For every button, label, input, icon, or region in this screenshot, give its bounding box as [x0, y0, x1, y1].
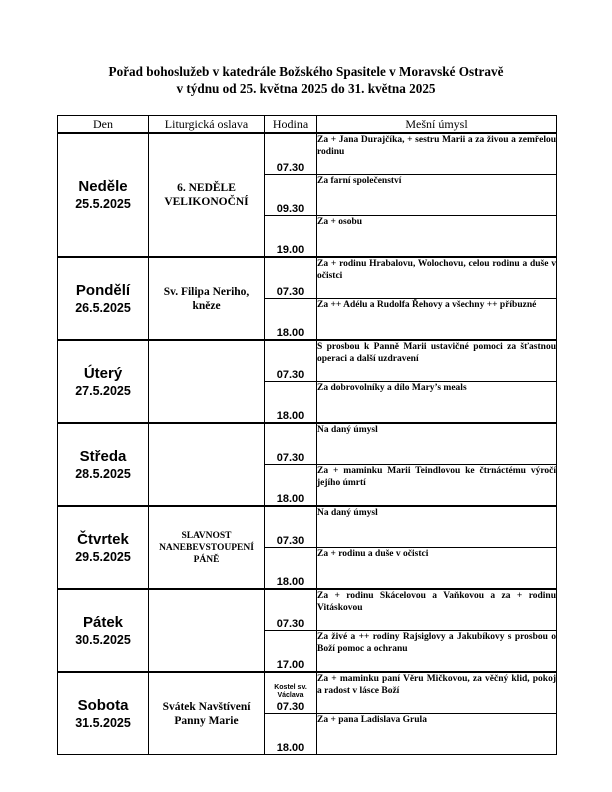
- mass-intent: Na daný úmysl: [317, 506, 557, 548]
- mass-time: 19.00: [265, 216, 317, 258]
- liturgy-cell: [149, 589, 265, 672]
- mass-time: 18.00: [265, 714, 317, 755]
- mass-time: 18.00: [265, 465, 317, 507]
- mass-time-cell: [265, 672, 317, 714]
- liturgy-cell: Svátek Navštívení Panny Marie: [149, 672, 265, 755]
- mass-intent: Za živé a ++ rodiny Rajsiglovy a Jakubíkovy s prosbou o Boží pomoc a ochranu: [317, 631, 557, 673]
- mass-time: 07.30: [265, 133, 317, 175]
- mass-time: 18.00: [265, 299, 317, 341]
- day-date: 26.5.2025: [75, 300, 131, 315]
- day-date: 28.5.2025: [75, 466, 131, 481]
- header-liturgy: Liturgická oslava: [149, 116, 265, 134]
- day-cell-wednesday: [58, 423, 149, 506]
- mass-time: 18.00: [265, 548, 317, 590]
- day-date: 29.5.2025: [75, 549, 131, 564]
- mass-intent: Za + rodinu Hrabalovu, Wolochovu, celou rodinu a duše v očistci: [317, 257, 557, 299]
- mass-time: 07.30: [265, 340, 317, 382]
- day-cell-sunday: [58, 133, 149, 257]
- mass-time: 09.30: [265, 175, 317, 216]
- mass-row: [58, 257, 557, 299]
- mass-intent: Na daný úmysl: [317, 423, 557, 465]
- mass-time: 07.30: [265, 506, 317, 548]
- day-cell-tuesday: [58, 340, 149, 423]
- mass-intent: Za + Jana Durajčíka, + sestru Marii a za živou a zemřelou rodinu: [317, 133, 557, 175]
- liturgy-cell: Sv. Filipa Neriho, kněze: [149, 257, 265, 340]
- mass-time: 07.30: [265, 423, 317, 465]
- mass-time: 07.30: [265, 257, 317, 299]
- header-day: Den: [58, 116, 149, 134]
- schedule-table: [57, 115, 557, 755]
- mass-intent: Za + maminku Marii Teindlovou ke čtrnáctému výročí jejího úmrtí: [317, 465, 557, 507]
- mass-intent: Za + pana Ladislava Grula: [317, 714, 557, 755]
- day-cell-friday: [58, 589, 149, 672]
- day-date: 31.5.2025: [75, 715, 131, 730]
- mass-row: [58, 506, 557, 548]
- mass-time: 07.30: [276, 701, 305, 713]
- header-row: [58, 116, 557, 134]
- mass-row: [58, 589, 557, 631]
- mass-intent: Za + maminku paní Věru Mičkovou, za věčný klid, pokoj a radost v lásce Boží: [317, 672, 557, 714]
- day-name: Středa: [79, 447, 127, 465]
- mass-intent: Za + rodinu a duše v očistci: [317, 548, 557, 590]
- mass-time: 18.00: [265, 382, 317, 424]
- liturgy-cell: [149, 423, 265, 506]
- day-name: Sobota: [77, 696, 129, 714]
- church-note: Kostel sv. Václava: [274, 684, 307, 699]
- liturgy-cell: [149, 340, 265, 423]
- liturgy-cell: 6. NEDĚLE VELIKONOČNÍ: [149, 133, 265, 257]
- day-name: Úterý: [83, 364, 123, 382]
- mass-intent: S prosbou k Panně Marii ustavičné pomoci za šťastnou operaci a další uzdravení: [317, 340, 557, 382]
- mass-intent: Za dobrovolníky a dílo Mary’s meals: [317, 382, 557, 424]
- title-line-2: v týdnu od 25. května 2025 do 31. května 2025: [176, 81, 436, 96]
- day-name: Čtvrtek: [77, 530, 129, 548]
- mass-intent: Za + rodinu Skácelovou a Vaňkovou a za + rodinu Vitáskovou: [317, 589, 557, 631]
- day-cell-monday: [58, 257, 149, 340]
- day-date: 27.5.2025: [75, 383, 131, 398]
- day-name: Pondělí: [75, 281, 131, 299]
- page-title: [0, 63, 612, 97]
- day-cell-thursday: [58, 506, 149, 589]
- mass-intent: Za ++ Adélu a Rudolfa Řehovy a všechny ++ příbuzné: [317, 299, 557, 341]
- mass-intent: Za farní společenství: [317, 175, 557, 216]
- mass-row: [58, 423, 557, 465]
- day-date: 30.5.2025: [75, 632, 131, 647]
- header-hour: Hodina: [265, 116, 317, 134]
- day-cell-saturday: [58, 672, 149, 755]
- mass-time: 07.30: [265, 589, 317, 631]
- mass-row: [58, 672, 557, 714]
- mass-time: 17.00: [265, 631, 317, 673]
- header-intent: Mešní úmysl: [317, 116, 557, 134]
- day-name: Pátek: [82, 613, 124, 631]
- day-date: 25.5.2025: [75, 197, 131, 211]
- day-name: Neděle: [78, 178, 128, 195]
- title-line-1: Pořad bohoslužeb v katedrále Božského Spasitele v Moravské Ostravě: [108, 64, 504, 79]
- liturgy-cell: SLAVNOST NANEBEVSTOUPENÍ PÁNĚ: [149, 506, 265, 589]
- mass-row: [58, 133, 557, 175]
- mass-intent: Za + osobu: [317, 216, 557, 258]
- mass-row: [58, 340, 557, 382]
